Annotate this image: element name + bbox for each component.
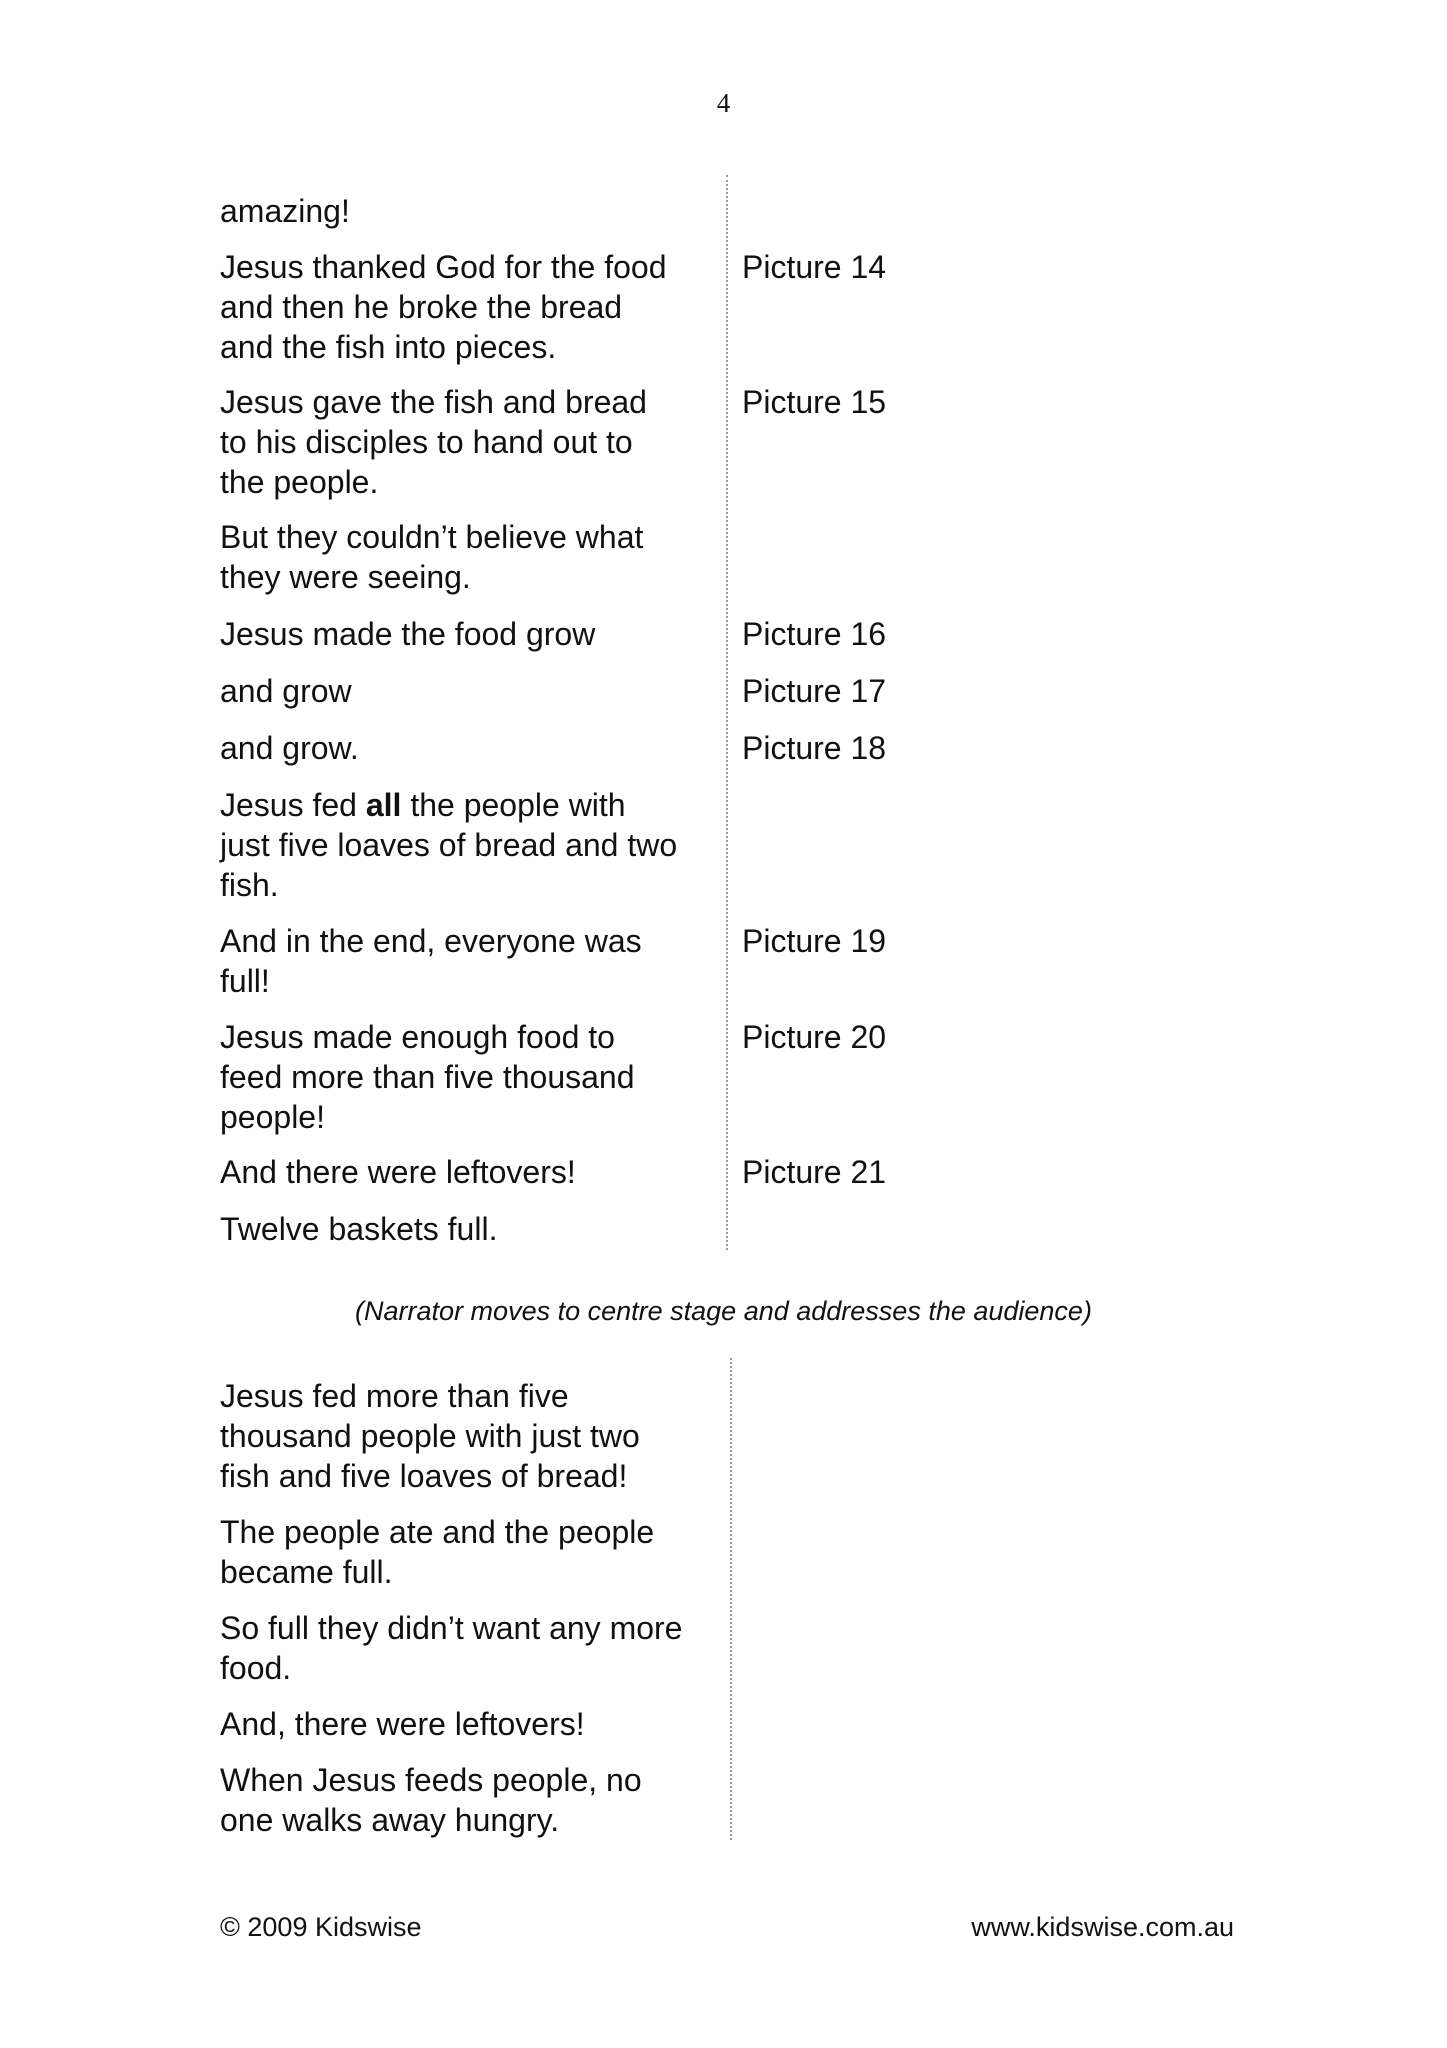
script-line: The people ate and the people became full. <box>220 1514 655 1590</box>
picture-cue: Picture 19 <box>742 923 887 959</box>
script-line: Twelve baskets full. <box>220 1211 498 1247</box>
script-line: Jesus gave the fish and bread to his disciples to hand out to the people. <box>220 384 647 500</box>
narrator-table <box>220 1358 1000 1840</box>
script-text: Jesus fed <box>220 787 366 823</box>
script-table <box>220 175 1000 1250</box>
script-line: But they couldn’t believe what they were seeing. <box>220 519 644 595</box>
script-line: amazing! <box>220 193 350 229</box>
script-line: and grow. <box>220 730 359 766</box>
script-line: And, there were leftovers! <box>220 1706 585 1742</box>
script-line: And in the end, everyone was full! <box>220 923 642 999</box>
picture-cue: Picture 14 <box>742 249 887 285</box>
page-number: 4 <box>716 88 731 118</box>
emphasis-text: all <box>365 787 402 823</box>
picture-cue: Picture 18 <box>742 730 887 766</box>
picture-cue: Picture 16 <box>742 616 887 652</box>
script-line: So full they didn’t want any more food. <box>220 1610 683 1686</box>
script-line: When Jesus feeds people, no one walks away hungry. <box>220 1762 642 1838</box>
picture-cue: Picture 17 <box>742 673 887 709</box>
column-divider <box>726 175 728 1250</box>
script-line: Jesus made enough food to feed more than five thousand people! <box>220 1019 635 1135</box>
footer-copyright: © 2009 Kidswise <box>220 1912 422 1942</box>
column-divider <box>730 1358 732 1840</box>
script-line: and grow <box>220 673 352 709</box>
script-line: Jesus fed more than five thousand people with just two fish and five loaves of bread! <box>220 1378 640 1494</box>
stage-direction: (Narrator moves to centre stage and addresses the audience) <box>355 1296 1092 1326</box>
picture-cue: Picture 20 <box>742 1019 887 1055</box>
script-line: Jesus made the food grow <box>220 616 596 652</box>
picture-cue: Picture 21 <box>742 1154 887 1190</box>
script-line <box>220 785 720 905</box>
script-line: Jesus thanked God for the food and then he broke the bread and the fish into pieces. <box>220 249 667 365</box>
footer-website: www.kidswise.com.au <box>971 1912 1234 1942</box>
picture-cue: Picture 15 <box>742 384 887 420</box>
script-line: And there were leftovers! <box>220 1154 576 1190</box>
script-text: the people with just five loaves of bread and two fish. <box>220 787 678 903</box>
